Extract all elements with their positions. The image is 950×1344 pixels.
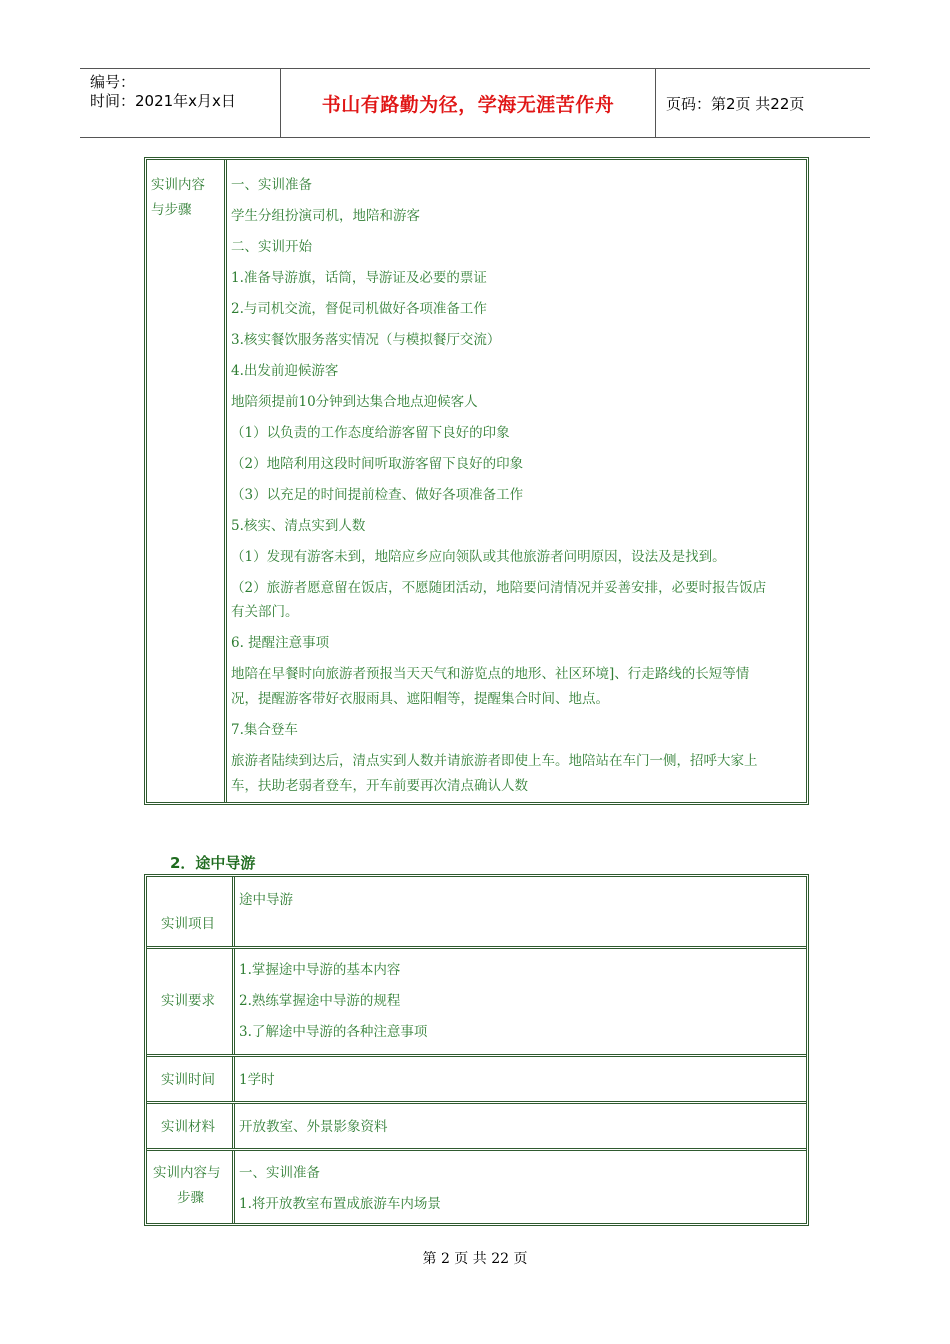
row-label (147, 949, 235, 1054)
label-line: 步骤 (177, 1190, 204, 1206)
content-line: 二、实训开始 (231, 239, 312, 255)
table-row (147, 160, 806, 802)
content-line: 2.与司机交流，督促司机做好各项准备工作 (231, 301, 487, 317)
label-line: 实训要求 (161, 993, 215, 1009)
doc-time-label: 时间：2021年x月x日 (90, 92, 236, 110)
content-line: 地陪在早餐时向旅游者预报当天天气和游览点的地形、社区环境]、行走路线的长短等情 (231, 666, 750, 682)
row-label (147, 877, 235, 946)
table-row (147, 877, 806, 949)
row-content (227, 160, 806, 802)
label-line: 实训内容与 (153, 1165, 221, 1181)
doc-number-label: 编号： (90, 73, 136, 91)
label-line: 实训内容 (151, 177, 205, 193)
header-page-code: 页码：第2页 共22页 (666, 94, 805, 113)
content-line: 地陪须提前10分钟到达集合地点迎候客人 (231, 394, 478, 410)
content-line: 1学时 (239, 1072, 275, 1088)
page-header (80, 68, 870, 138)
content-line: 学生分组扮演司机，地陪和游客 (231, 208, 420, 224)
header-motto-cell (281, 69, 656, 137)
content-line: 5.核实、清点实到人数 (231, 518, 366, 534)
content-line: 2.熟练掌握途中导游的规程 (239, 993, 401, 1009)
page-footer: 第 2 页 共 22 页 (422, 1251, 528, 1267)
table-row (147, 1104, 806, 1151)
content-line: （1）发现有游客未到，地陪应乡应向领队或其他旅游者问明原因，设法及是找到。 (231, 549, 726, 565)
content-line: 开放教室、外景影象资料 (239, 1119, 388, 1135)
content-line: 4.出发前迎候游客 (231, 363, 339, 379)
header-motto: 书山有路勤为径，学海无涯苦作舟 (321, 93, 615, 116)
content-line: 途中导游 (239, 892, 293, 908)
row-content (235, 877, 806, 946)
header-meta-cell (80, 69, 281, 137)
content-line: 一、实训准备 (239, 1165, 320, 1181)
row-label (147, 160, 227, 802)
en-route-guide-table (144, 874, 809, 1226)
label-line: 与步骤 (151, 202, 192, 218)
row-label (147, 1151, 235, 1223)
content-line: （2）地陪利用这段时间听取游客留下良好的印象 (231, 456, 524, 472)
table-row (147, 1151, 806, 1223)
content-line: 有关部门。 (231, 604, 299, 620)
label-line: 实训项目 (161, 916, 215, 932)
table-row (147, 949, 806, 1057)
content-line: 1.掌握途中导游的基本内容 (239, 962, 401, 978)
content-line: 1.将开放教室布置成旅游车内场景 (239, 1196, 441, 1212)
content-line: 一、实训准备 (231, 177, 312, 193)
content-line: （3）以充足的时间提前检查、做好各项准备工作 (231, 487, 524, 503)
content-line: 3.核实餐饮服务落实情况（与模拟餐厅交流） (231, 332, 501, 348)
content-line: 车，扶助老弱者登车，开车前要再次清点确认人数 (231, 778, 528, 794)
label-line: 实训材料 (161, 1119, 215, 1135)
content-line: 1.准备导游旗，话筒，导游证及必要的票证 (231, 270, 487, 286)
content-line: 6. 提醒注意事项 (231, 635, 330, 651)
content-line: 旅游者陆续到达后，清点实到人数并请旅游者即使上车。地陪站在车门一侧，招呼大家上 (231, 753, 758, 769)
row-label (147, 1057, 235, 1101)
content-line: （2）旅游者愿意留在饭店，不愿随团活动，地陪要问清情况并妥善安排，必要时报告饭店 (231, 580, 767, 596)
label-line: 实训时间 (161, 1072, 215, 1088)
training-steps-table (144, 157, 809, 805)
section-title: 2．途中导游 (170, 854, 256, 872)
row-content (235, 1057, 806, 1101)
row-content (235, 949, 806, 1054)
row-label (147, 1104, 235, 1148)
content-line: 3.了解途中导游的各种注意事项 (239, 1024, 428, 1040)
header-page-cell (656, 69, 870, 137)
row-content (235, 1151, 806, 1223)
content-line: 7.集合登车 (231, 722, 298, 738)
content-line: （1）以负责的工作态度给游客留下良好的印象 (231, 425, 510, 441)
table-row (147, 1057, 806, 1104)
content-line: 况，提醒游客带好衣服雨具、遮阳帽等，提醒集合时间、地点。 (231, 691, 609, 707)
row-content (235, 1104, 806, 1148)
